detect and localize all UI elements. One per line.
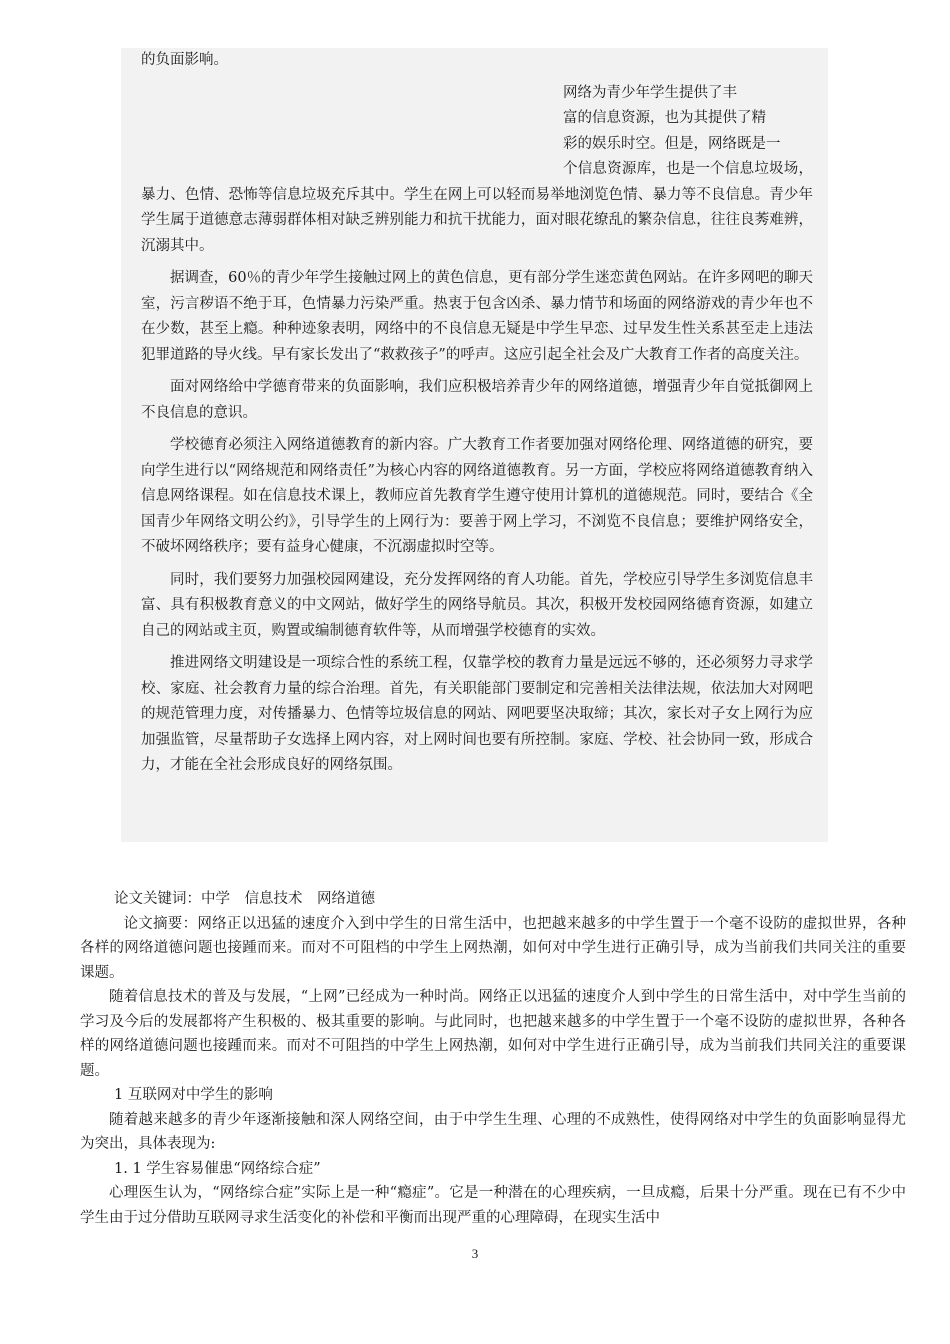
box-paragraph-4: 学校德育必须注入网络道德教育的新内容。广大教育工作者要加强对网络伦理、网络道德的研究，要向学生进行以“网络规范和网络责任”为核心内容的网络道德教育。另一方面，学校应将网络道德教育纳入信息网络课程。如在信息技术课上，教师应首先教育学生遵守使用计算机的道德规范。同时，要结合《全国青少年网络文明公约》，引导学生的上网行为：要善于网上学习，不浏览不良信息；要维护网络安全，不破坏网络秩序；要有益身心健康，不沉溺虚拟时空等。 <box>141 437 813 555</box>
box-paragraph-lead: 的负面影响。 <box>141 52 228 68</box>
section-heading-1-1: 1. 1 学生容易催患“网络综合症” <box>114 1160 321 1177</box>
abstract-paragraph: 论文摘要：网络正以迅猛的速度介入到中学生的日常生活中，也把越来越多的中学生置于一个毫不设防的虚拟世界，各种各样的网络道德问题也接踵而来。而对不可阻档的中学生上网热潮，如何对中学生进行正确引导，成为当前我们共同关注的重要课题。 <box>80 915 906 981</box>
intro-paragraph: 随着信息技术的普及与发展，“上网”已经成为一种时尚。网络正以迅猛的速度介人到中学生的日常生活中，对中学生当前的学习及今后的发展都将产生积极的、极其重要的影响。与此同时，也把越来越多的中学生置于一个毫不设防的虚拟世界，各种各样的网络道德问题也接踵而来。而对不可阻挡的中学生上网热潮，如何对中学生进行正确引导，成为当前我们共同关注的重要课题。 <box>80 989 906 1079</box>
box-paragraph-3: 面对网络给中学德育带来的负面影响，我们应积极培养青少年的网络道德，增强青少年自觉抵御网上不良信息的意识。 <box>141 379 813 421</box>
box-paragraph-1 <box>141 81 813 260</box>
section-1-paragraph: 随着越来越多的青少年逐渐接触和深人网络空间，由于中学生生理、心理的不成熟性，使得网络对中学生的负面影响显得尤为突出，具体表现为: <box>80 1111 906 1152</box>
box-paragraph-2: 据调查，60％的青少年学生接触过网上的黄色信息，更有部分学生迷恋黄色网站。在许多网吧的聊天室，污言秽语不绝于耳，色情暴力污染严重。热衷于包含凶杀、暴力情节和场面的网络游戏的青少年也不在少数，甚至上瘾。种种迹象表明，网络中的不良信息无疑是中学生早恋、过早发生性关系甚至走上违法犯罪道路的导火线。早有家长发出了“救救孩子”的呼声。这应引起全社会及广大教育工作者的高度关注。 <box>141 270 813 363</box>
float-line-1: 网络为青少年学生提供了丰 <box>563 84 737 101</box>
box-content <box>141 48 813 786</box>
page-number: 3 <box>471 1246 479 1261</box>
box-paragraph-1-rest: 个信息资源库，也是一个信息垃圾场，暴力、色情、恐怖等信息垃圾充斥其中。学生在网上可以轻而易举地浏览色情、暴力等不良信息。青少年学生属于道德意志薄弱群体相对缺乏辨别能力和抗干扰能力，面对眼花缭乱的繁杂信息，往往良莠难辨，沉溺其中。 <box>141 161 813 254</box>
keywords-line: 论文关键词：中学 信息技术 网络道德 <box>114 891 375 907</box>
box-paragraph-6: 推进网络文明建设是一项综合性的系统工程，仅靠学校的教育力量是远远不够的，还必须努力寻求学校、家庭、社会教育力量的综合治理。首先，有关职能部门要制定和完善相关法律法规，依法加大对网吧的规范管理力度，对传播暴力、色情等垃圾信息的网站、网吧要坚决取缔；其次，家长对子女上网行为应加强监管，尽量帮助子女选择上网内容，对上网时间也要有所控制。家庭、学校、社会协同一致，形成合力，才能在全社会形成良好的网络氛围。 <box>141 655 813 773</box>
box-paragraph-5: 同时，我们要努力加强校园网建设，充分发挥网络的育人功能。首先，学校应引导学生多浏览信息丰富、具有积极教育意义的中文网站，做好学生的网络导航员。其次，积极开发校园网络德育资源，如建立自己的网站或主页，购置或编制德育软件等，从而增强学校德育的实效。 <box>141 571 813 639</box>
float-line-3: 彩的娱乐时空。但是，网络既是一 <box>563 135 781 152</box>
section-1-1-paragraph: 心理医生认为，“网络综合症”实际上是一种“瘾症”。它是一种潜在的心理疾病，一旦成瘾，后果十分严重。现在已有不少中学生由于过分借助互联网寻求生活变化的补偿和平衡而出现严重的心理障碍，在现实生活中 <box>80 1185 906 1226</box>
article-body <box>80 887 906 1230</box>
shaded-text-box <box>121 48 828 842</box>
section-heading-1: 1 互联网对中学生的影响 <box>114 1087 273 1103</box>
float-line-2: 富的信息资源，也为其提供了精 <box>563 110 766 126</box>
image-placeholder <box>141 81 563 158</box>
